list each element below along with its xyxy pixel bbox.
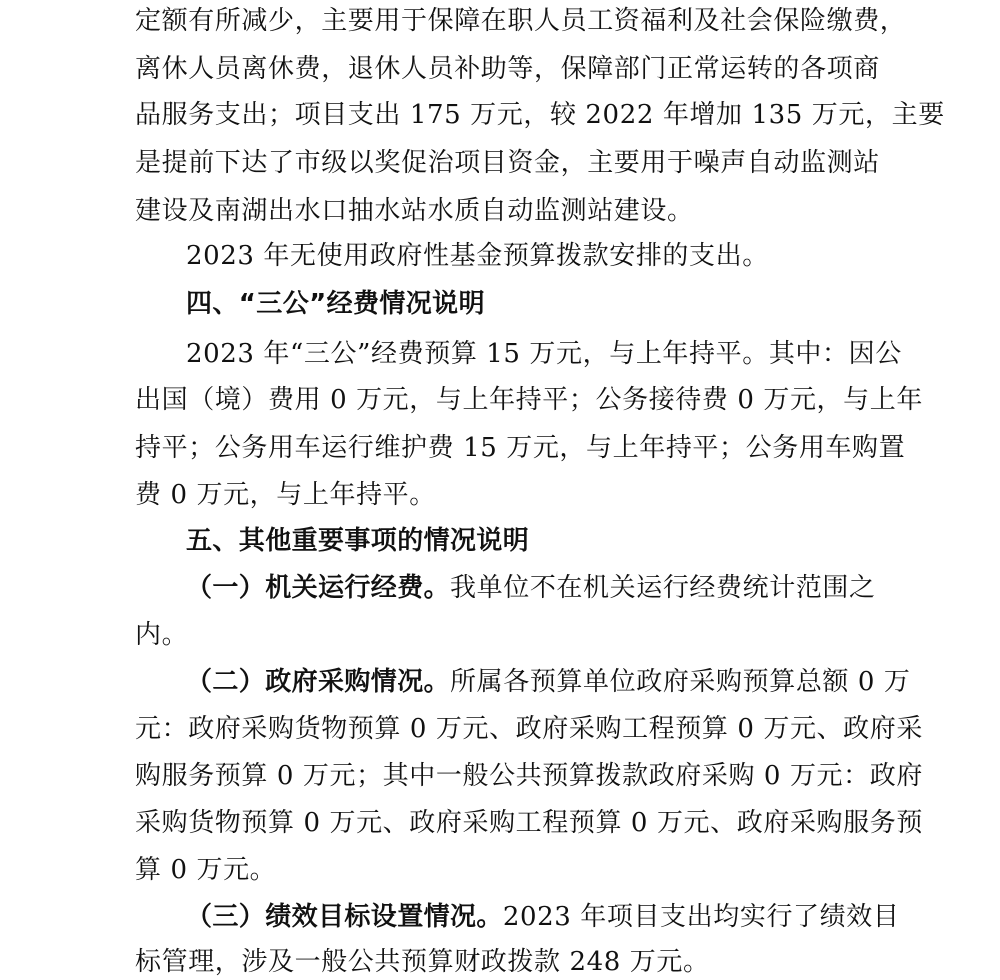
body-line-10: 持平；公务用车运行维护费 15 万元，与上年持平；公务用车购置 [135,433,906,463]
item-one-line [186,573,876,603]
item-one-body: 我单位不在机关运行经费统计范围之 [450,573,876,603]
body-line-13: 内。 [135,620,189,650]
item-three-line [186,902,899,932]
body-line-5: 建设及南湖出水口抽水站水质自动监测站建设。 [135,196,694,226]
body-line-16: 采购货物预算 0 万元、政府采购工程预算 0 万元、政府采购服务预 [135,808,923,838]
item-two-body: 所属各预算单位政府采购预算总额 0 万 [450,667,911,697]
section-heading-five: 五、其他重要事项的情况说明 [186,526,530,556]
body-line-14: 元：政府采购货物预算 0 万元、政府采购工程预算 0 万元、政府采 [135,714,923,744]
body-line-3: 品服务支出；项目支出 175 万元，较 2022 年增加 135 万元，主要 [135,100,945,130]
item-three-body: 2023 年项目支出均实行了绩效目 [502,902,900,932]
body-line-15: 购服务预算 0 万元；其中一般公共预算拨款政府采购 0 万元：政府 [135,761,923,791]
item-two-heading: （二）政府采购情况。 [186,667,451,697]
body-line-11: 费 0 万元，与上年持平。 [135,480,436,510]
body-line-17: 算 0 万元。 [135,855,277,885]
item-three-heading: （三）绩效目标设置情况。 [186,902,503,932]
body-line-18: 标管理，涉及一般公共预算财政拨款 248 万元。 [135,947,710,977]
body-line-4: 是提前下达了市级以奖促治项目资金，主要用于噪声自动监测站 [135,148,880,178]
section-heading-four: 四、“三公”经费情况说明 [186,289,485,319]
item-two-line [186,667,911,697]
item-one-heading: （一）机关运行经费。 [186,573,451,603]
body-line-1: 定额有所减少，主要用于保障在职人员工资福利及社会保险缴费， [135,6,907,36]
body-line-2: 离休人员离休费，退休人员补助等，保障部门正常运转的各项商 [135,54,880,84]
body-line-8: 2023 年“三公”经费预算 15 万元，与上年持平。其中：因公 [186,339,902,369]
body-line-9: 出国（境）费用 0 万元，与上年持平；公务接待费 0 万元，与上年 [135,385,923,415]
body-line-6: 2023 年无使用政府性基金预算拨款安排的支出。 [186,241,769,271]
